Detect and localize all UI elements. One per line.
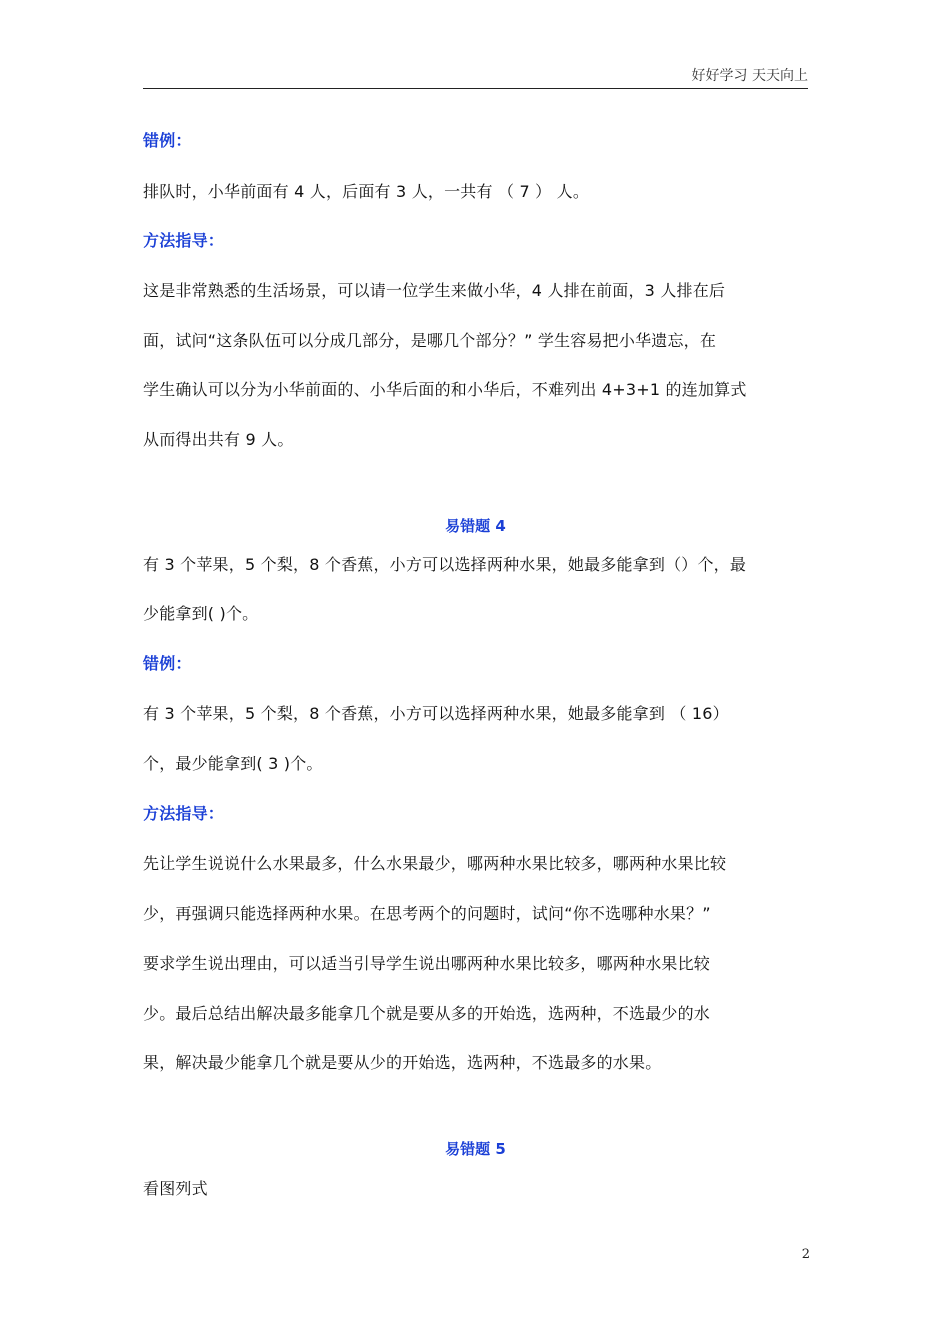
text-line: 少能拿到( )个。 bbox=[143, 604, 259, 623]
page-header: 好好学习 天天向上 bbox=[143, 66, 808, 89]
wrong-example-label: 错例： bbox=[143, 654, 192, 673]
text-line: 学生确认可以分为小华前面的、小华后面的和小华后，不难列出 4+3+1 的连加算式 bbox=[143, 380, 747, 399]
section-heading-4: 易错题 4 bbox=[445, 517, 506, 535]
text-line: 少，再强调只能选择两种水果。在思考两个的问题时，试问“你不选哪种水果？” bbox=[143, 904, 711, 923]
text-line: 果，解决最少能拿几个就是要从少的开始选，选两种，不选最多的水果。 bbox=[143, 1053, 662, 1072]
text-line: 少。最后总结出解决最多能拿几个就是要从多的开始选，选两种，不选最少的水 bbox=[143, 1004, 711, 1023]
text-line: 这是非常熟悉的生活场景，可以请一位学生来做小华，4 人排在前面，3 人排在后 bbox=[143, 281, 726, 300]
text-line: 个，最少能拿到( 3 )个。 bbox=[143, 754, 323, 773]
text-line: 看图列式 bbox=[143, 1179, 208, 1198]
text-line: 先让学生说说什么水果最多，什么水果最少，哪两种水果比较多，哪两种水果比较 bbox=[143, 854, 727, 873]
section-heading-5: 易错题 5 bbox=[445, 1140, 506, 1158]
method-guide-label: 方法指导： bbox=[143, 231, 225, 250]
text-line: 有 3 个苹果，5 个梨，8 个香蕉，小方可以选择两种水果，她最多能拿到 （ 16） bbox=[143, 704, 729, 723]
text-line: 要求学生说出理由，可以适当引导学生说出哪两种水果比较多，哪两种水果比较 bbox=[143, 954, 711, 973]
wrong-example-label: 错例： bbox=[143, 131, 192, 150]
text-line: 从而得出共有 9 人。 bbox=[143, 430, 294, 449]
text-line: 面，试问“这条队伍可以分成几部分，是哪几个部分？” 学生容易把小华遗忘，在 bbox=[143, 331, 717, 350]
text-line: 有 3 个苹果，5 个梨，8 个香蕉，小方可以选择两种水果，她最多能拿到（）个，最 bbox=[143, 555, 747, 574]
method-guide-label: 方法指导： bbox=[143, 804, 225, 823]
text-line: 排队时，小华前面有 4 人，后面有 3 人，一共有 （ 7 ） 人。 bbox=[143, 182, 590, 201]
page-number: 2 bbox=[801, 1247, 810, 1262]
